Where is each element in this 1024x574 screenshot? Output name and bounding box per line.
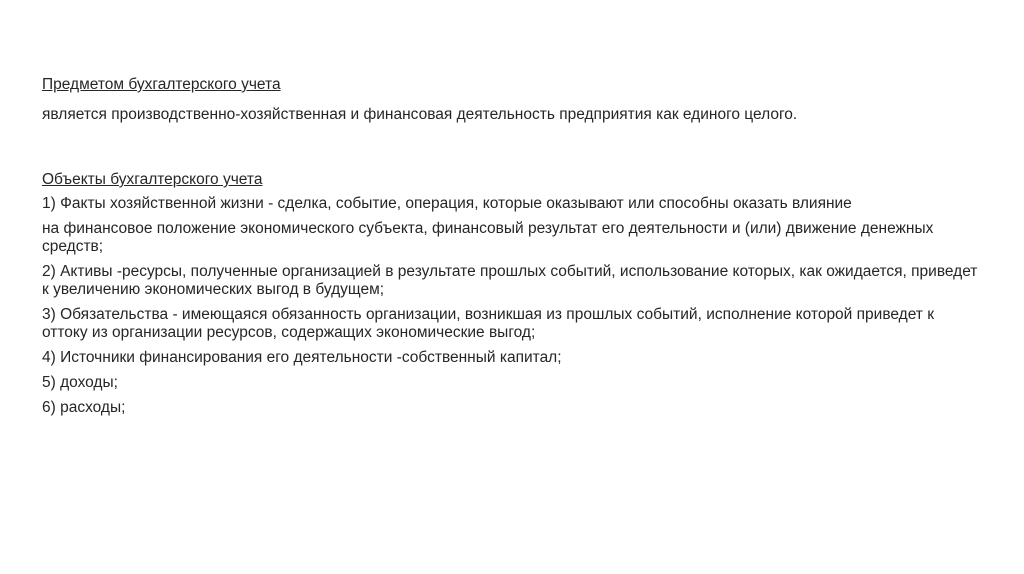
objects-heading: Объекты бухгалтерского учета xyxy=(42,171,263,188)
subject-heading: Предметом бухгалтерского учета xyxy=(42,76,281,93)
objects-item-5: 5) доходы; xyxy=(42,374,118,391)
objects-item-6: 6) расходы; xyxy=(42,399,126,416)
objects-item-4: 4) Источники финансирования его деятельности -собственный капитал; xyxy=(42,349,562,366)
objects-item-3: 3) Обязательства - имеющаяся обязанность организации, возникшая из прошлых событий, исполнение которой приведет к оттоку из организации ресурсов, содержащих экономические выгод; xyxy=(42,306,934,341)
objects-item-1-line-2: на финансовое положение экономического субъекта, финансовый результат его деятельности и (или) движение денежных средств; xyxy=(42,220,934,255)
slide-content xyxy=(42,76,982,424)
subject-definition: является производственно-хозяйственная и финансовая деятельность предприятия как единого целого. xyxy=(42,106,798,123)
objects-item-1-line-1: 1) Факты хозяйственной жизни - сделка, событие, операция, которые оказывают или способны оказать влияние xyxy=(42,195,852,212)
objects-item-2: 2) Активы -ресурсы, полученные организацией в результате прошлых событий, использование которых, как ожидается, приведет к увеличению экономических выгод в будущем; xyxy=(42,263,978,298)
